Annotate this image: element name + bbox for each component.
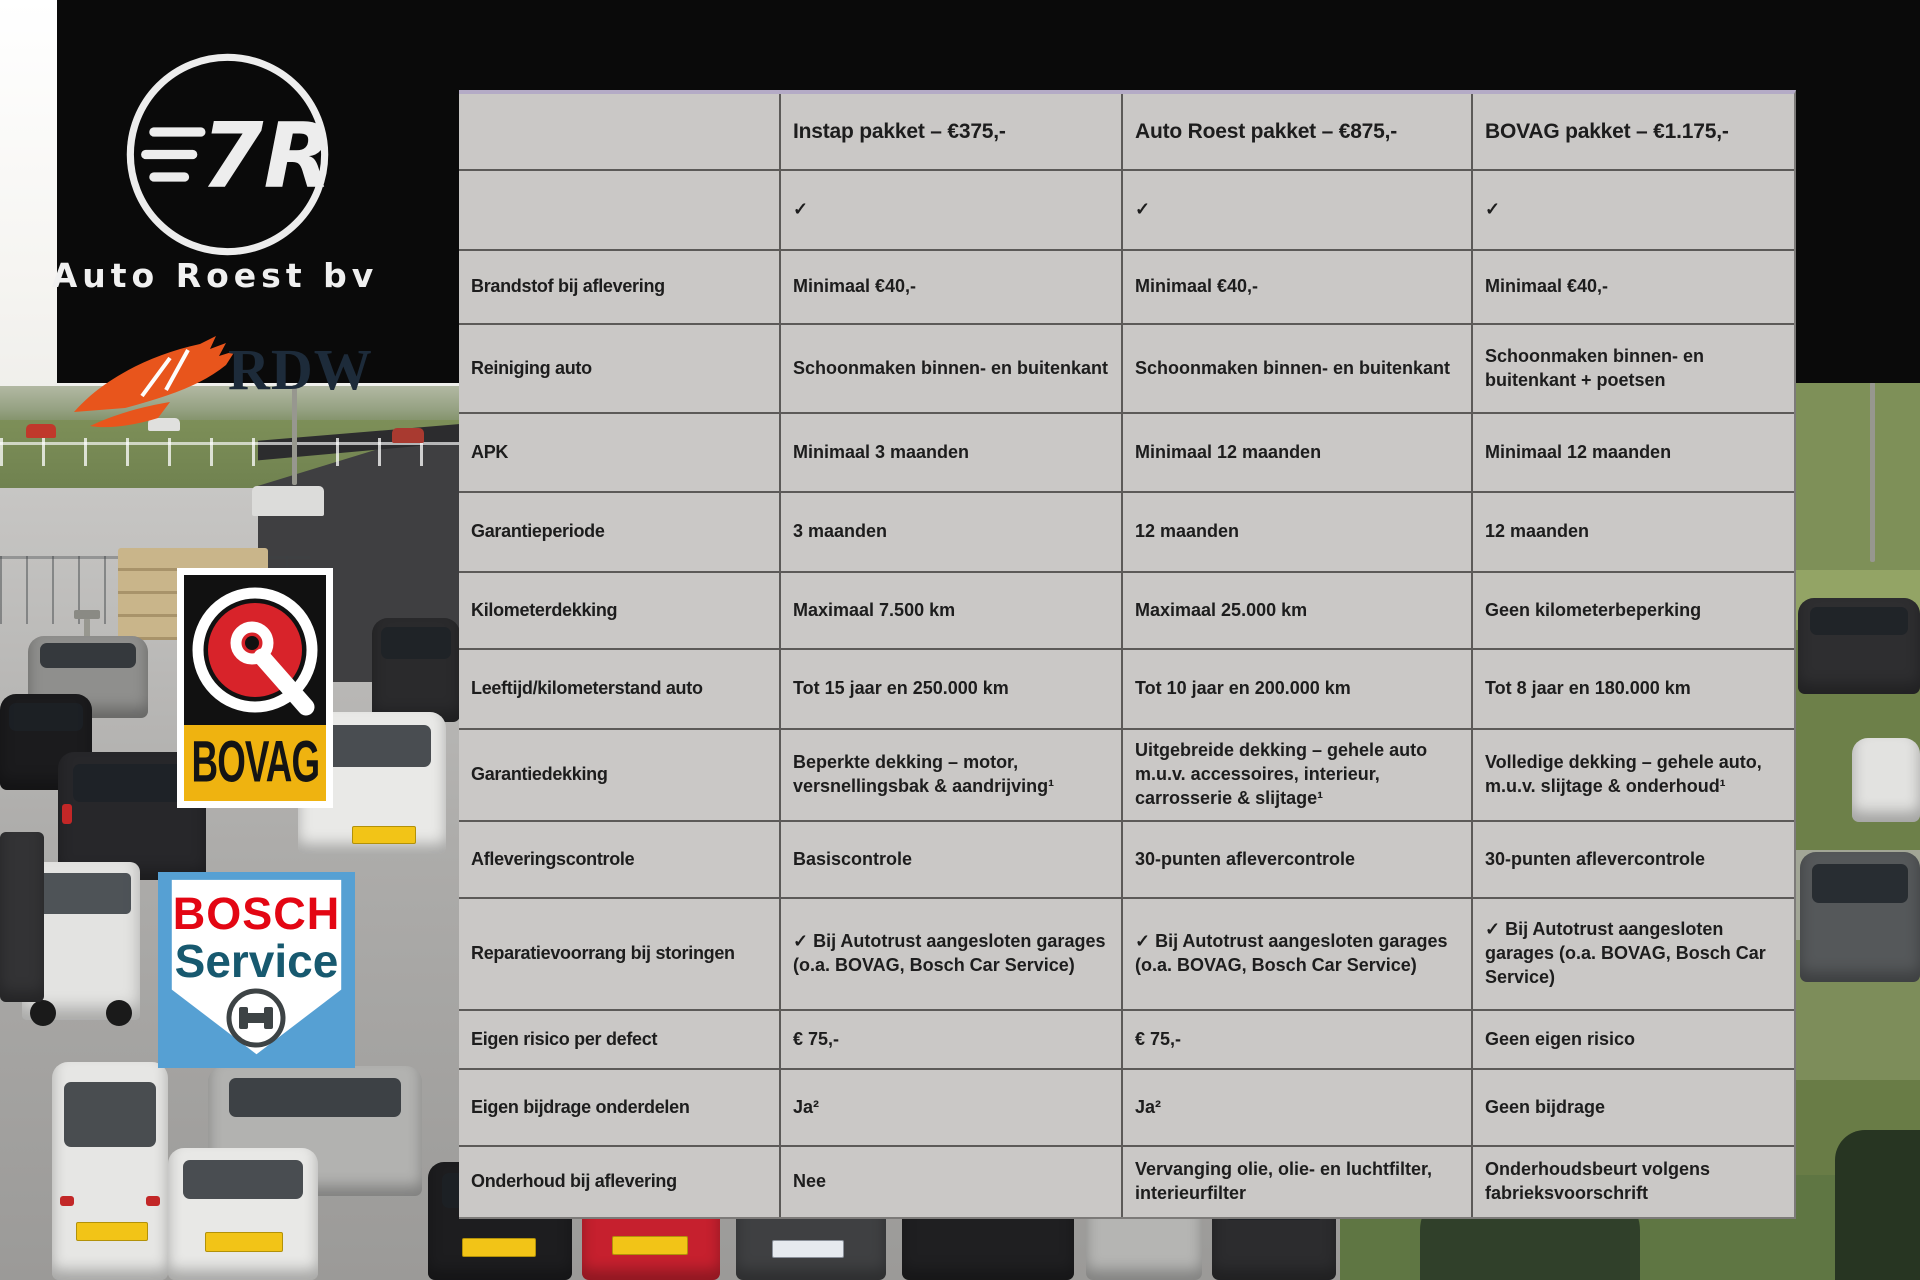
parked-car	[372, 618, 460, 722]
header-instap-pakket: Instap pakket – €375,-	[779, 94, 1121, 169]
bovag-wrench-icon	[184, 575, 326, 725]
table-row	[459, 493, 1794, 573]
table-body	[459, 171, 1794, 1217]
table-cell: Minimaal 3 maanden	[779, 414, 1121, 491]
table-cell: Schoonmaken binnen- en buitenkant	[1121, 325, 1471, 412]
svg-text:7R: 7R	[200, 104, 333, 210]
table-cell: Volledige dekking – gehele auto, m.u.v. slijtage & onderhoud¹	[1471, 730, 1794, 820]
table-cell: Minimaal €40,-	[779, 251, 1121, 323]
distant-van	[252, 486, 324, 516]
table-header-row	[459, 94, 1794, 171]
table-cell: ✓ Bij Autotrust aangesloten garages (o.a. BOVAG, Bosch Car Service)	[1121, 899, 1471, 1009]
parked-car	[1798, 598, 1920, 694]
table-row	[459, 899, 1794, 1011]
rdw-wing-icon	[70, 334, 245, 434]
bosch-wordmark: BOSCH	[172, 888, 341, 939]
table-cell: Maximaal 7.500 km	[779, 573, 1121, 648]
parked-car	[1852, 738, 1920, 822]
parked-car	[1800, 852, 1920, 982]
parked-car	[52, 1062, 168, 1280]
table-row	[459, 822, 1794, 899]
table-cell: Maximaal 25.000 km	[1121, 573, 1471, 648]
table-cell: Geen eigen risico	[1471, 1011, 1794, 1068]
row-label: APK	[471, 441, 509, 462]
parked-car	[0, 832, 44, 1002]
auto-roest-logo	[115, 42, 340, 267]
row-label: Leeftijd/kilometerstand auto	[471, 678, 703, 699]
table-cell: Minimaal 12 maanden	[1471, 414, 1794, 491]
table-row	[459, 251, 1794, 325]
table-row	[459, 650, 1794, 730]
table-cell: 12 maanden	[1471, 493, 1794, 571]
row-label: Garantiedekking	[471, 764, 608, 785]
table-cell: ✓	[779, 171, 1121, 249]
table-cell: 12 maanden	[1121, 493, 1471, 571]
parked-car	[168, 1148, 318, 1280]
header-bovag-pakket: BOVAG pakket – €1.175,-	[1471, 94, 1794, 169]
table-cell: ✓	[1121, 171, 1471, 249]
package-comparison-table	[459, 90, 1796, 1219]
table-cell: Uitgebreide dekking – gehele auto m.u.v. accessoires, interieur, carrosserie & slijtage¹	[1121, 730, 1471, 820]
table-cell: € 75,-	[1121, 1011, 1471, 1068]
table-row	[459, 573, 1794, 650]
table-cell: Geen kilometerbeperking	[1471, 573, 1794, 648]
table-row	[459, 325, 1794, 414]
table-cell: Nee	[779, 1147, 1121, 1217]
table-row	[459, 1147, 1794, 1217]
table-cell: Minimaal €40,-	[1121, 251, 1471, 323]
table-cell: Onderhoudsbeurt volgens fabrieksvoorschrift	[1471, 1147, 1794, 1217]
table-cell: 30-punten aflevercontrole	[1121, 822, 1471, 897]
header-auto-roest-pakket: Auto Roest pakket – €875,-	[1121, 94, 1471, 169]
table-row	[459, 1070, 1794, 1147]
bovag-wordmark: BOVAG	[191, 730, 319, 795]
table-cell: Minimaal 12 maanden	[1121, 414, 1471, 491]
bosch-service-wordmark: Service	[174, 935, 339, 987]
light-pole-head	[74, 610, 100, 619]
table-cell: Basiscontrole	[779, 822, 1121, 897]
table-row	[459, 414, 1794, 493]
row-label: Reparatievoorrang bij storingen	[471, 943, 735, 964]
bovag-logo	[177, 568, 333, 808]
table-cell: 30-punten aflevercontrole	[1471, 822, 1794, 897]
bosch-service-logo	[158, 872, 355, 1068]
row-label: Reiniging auto	[471, 357, 592, 378]
row-label: Afleveringscontrole	[471, 848, 635, 869]
table-cell: Tot 15 jaar en 250.000 km	[779, 650, 1121, 728]
photo-white-fence	[0, 438, 460, 466]
row-label: Eigen risico per defect	[471, 1028, 658, 1049]
row-label: Brandstof bij aflevering	[471, 276, 665, 297]
table-cell: ✓ Bij Autotrust aangesloten garages (o.a. BOVAG, Bosch Car Service)	[779, 899, 1121, 1009]
table-cell: Tot 10 jaar en 200.000 km	[1121, 650, 1471, 728]
table-row	[459, 1011, 1794, 1070]
table-cell: Ja²	[779, 1070, 1121, 1145]
auto-roest-monogram-icon	[115, 42, 340, 267]
table-cell: Ja²	[1121, 1070, 1471, 1145]
flag-pole	[1870, 382, 1875, 562]
table-row	[459, 171, 1794, 251]
photo-bush	[1835, 1130, 1920, 1280]
table-cell: ✓ Bij Autotrust aangesloten garages (o.a. BOVAG, Bosch Car Service)	[1471, 899, 1794, 1009]
table-cell: Schoonmaken binnen- en buitenkant + poetsen	[1471, 325, 1794, 412]
distant-car	[392, 428, 424, 443]
row-label: Eigen bijdrage onderdelen	[471, 1096, 690, 1117]
table-cell: Geen bijdrage	[1471, 1070, 1794, 1145]
header-empty-cell	[459, 94, 779, 169]
table-cell: € 75,-	[779, 1011, 1121, 1068]
bosch-armature-icon	[224, 986, 288, 1050]
table-cell: Beperkte dekking – motor, versnellingsbak & aandrijving¹	[779, 730, 1121, 820]
table-cell: 3 maanden	[779, 493, 1121, 571]
bovag-emblem	[184, 575, 326, 725]
row-label: Garantieperiode	[471, 521, 605, 542]
table-cell: ✓	[1471, 171, 1794, 249]
row-label: Onderhoud bij aflevering	[471, 1171, 677, 1192]
rdw-wordmark: RDW	[228, 337, 373, 402]
bovag-yellow-band	[184, 725, 326, 801]
rdw-logo	[70, 334, 373, 438]
table-cell: Vervanging olie, olie- en luchtfilter, interieurfilter	[1121, 1147, 1471, 1217]
company-name: Auto Roest bv	[51, 256, 379, 295]
table-cell: Minimaal €40,-	[1471, 251, 1794, 323]
table-row	[459, 730, 1794, 822]
table-cell: Schoonmaken binnen- en buitenkant	[779, 325, 1121, 412]
table-cell: Tot 8 jaar en 180.000 km	[1471, 650, 1794, 728]
row-label	[459, 171, 779, 249]
row-label: Kilometerdekking	[471, 599, 618, 620]
distant-car	[26, 424, 56, 438]
